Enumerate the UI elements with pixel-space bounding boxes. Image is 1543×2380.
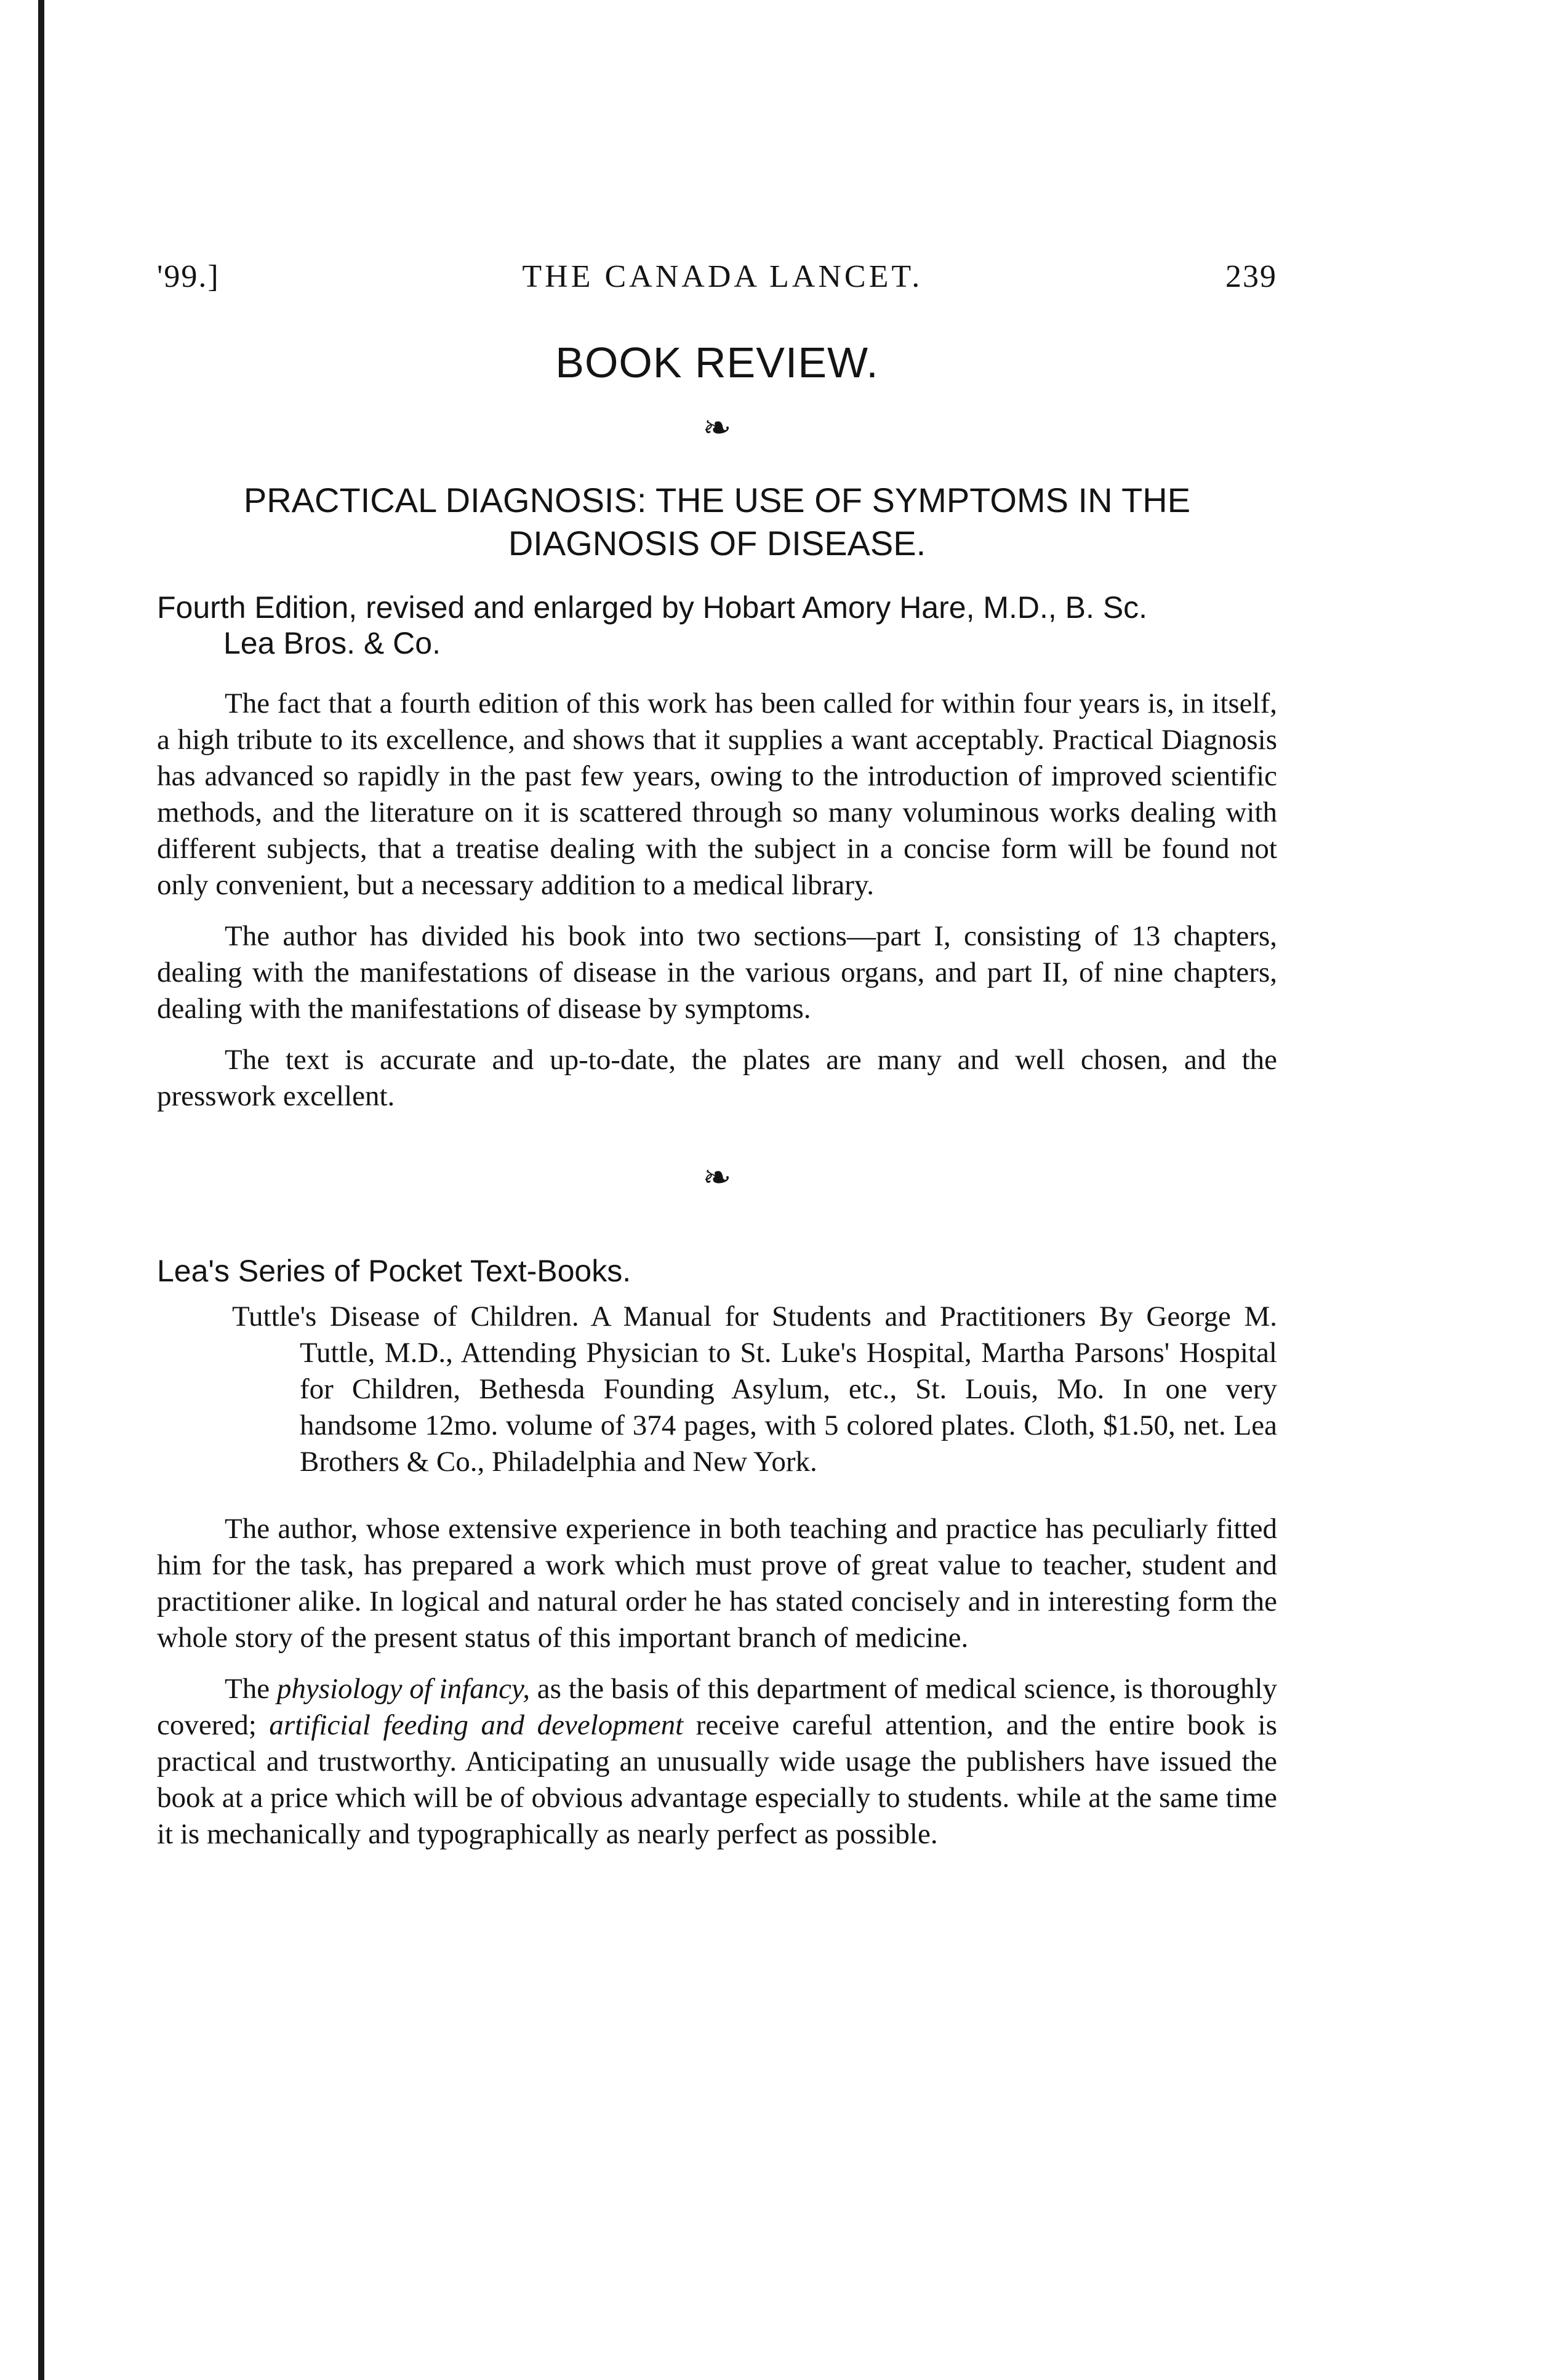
edition-author: Fourth Edition, revised and enlarged by Hobart Amory Hare, M.D., B. Sc. [157,590,1148,625]
italic-phrase: artificial feeding and development [269,1709,684,1741]
review-paragraph: The author, whose extensive experience in both teaching and practice has peculiarly fitted him for the task, has prepared a work which must prove of great value to teacher, student and practitioner alike. In logical and natural order he has stated concisely and in interesting form the whole story of the present status of this important branch of medicine. [157,1513,1277,1654]
text-run: The [225,1673,277,1705]
journal-page [157,258,1277,1853]
section-title: BOOK REVIEW. [555,339,879,387]
running-head [157,258,1277,295]
review-paragraph: The author has divided his book into two sections—part I, consisting of 13 chapters, dealing with the manifestations of disease in the various organs, and part II, of nine chapters, dealing with the manifestations of disease by symptoms. [157,920,1277,1025]
review-title: PRACTICAL DIAGNOSIS: THE USE OF SYMPTOMS IN THE DIAGNOSIS OF DISEASE. [243,481,1191,563]
text-run: as the basis of this department of medical science, is thoroughly covered; [157,1673,1277,1741]
review-paragraph [157,1671,1277,1853]
edition-publisher: Lea Bros. & Co. [223,626,441,660]
journal-title: THE CANADA LANCET. [522,259,923,294]
edition-line [157,590,1277,661]
review-paragraph: The fact that a fourth edition of this work has been called for within four years is, in itself, a high tribute to its excellence, and shows that it supplies a want acceptably. Practical Diagnosis has advanced so rapidly in the past few years, owing to the introduction of improved scientific methods, and the literature on it is scattered through so many voluminous works dealing with different subjects, that a treatise dealing with the subject in a concise form will be found not only convenient, but a necessary addition to a medical library. [157,687,1277,901]
review-paragraph: The text is accurate and up-to-date, the plates are many and well chosen, and the presswork excellent. [157,1044,1277,1112]
text-run: receive careful attention, and the entire book is practical and trustworthy. Anticipating an unusually wide usage the publishers have issued the book at a price which will be of obvious advantage especially to students. while at the same time it is mechanically and typographically as nearly perfect as possible. [157,1709,1278,1850]
book-citation: Tuttle's Disease of Children. A Manual for Students and Practitioners By George M. Tuttle, M.D., Attending Physician to St. Luke's Hospital, Martha Parsons' Hospital for Children, Bethesda Founding Asylum, etc., St. Louis, Mo. In one very handsome 12mo. volume of 374 pages, with 5 colored plates. Cloth, $1.50, net. Lea Brothers & Co., Philadelphia and New York. [232,1300,1277,1478]
series-heading: Lea's Series of Pocket Text-Books. [157,1254,631,1288]
fleuron-ornament-icon: ❧ [702,408,732,448]
running-head-year: '99.] [157,259,220,294]
book-spine-edge [38,0,44,2380]
page-number: 239 [1225,259,1277,294]
italic-phrase: physiology of infancy, [276,1673,531,1705]
fleuron-ornament-icon: ❧ [702,1158,732,1198]
